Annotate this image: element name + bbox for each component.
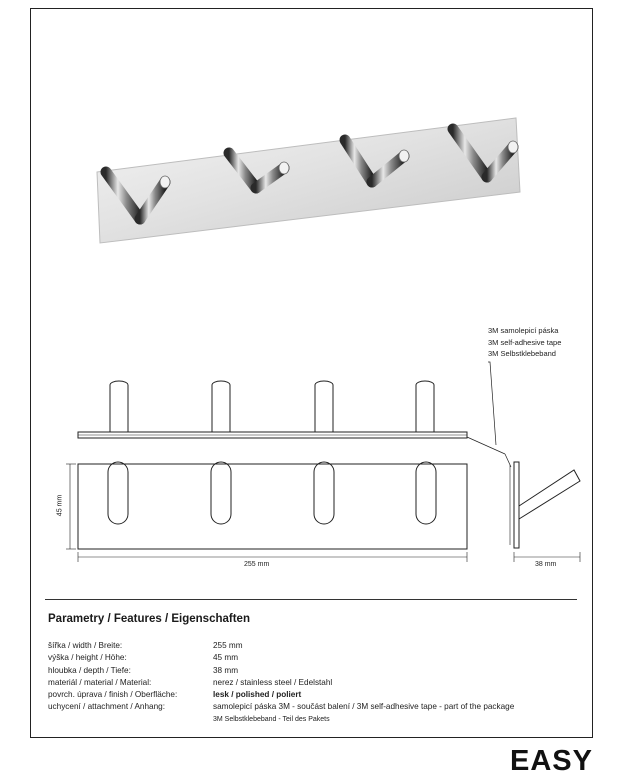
section-divider: [45, 599, 577, 600]
tape-note-en: 3M self-adhesive tape: [488, 337, 562, 347]
spec-row-material: [48, 677, 514, 689]
spec-row-height: [48, 652, 514, 664]
front-view-plate: [78, 464, 467, 549]
spec-row-depth: [48, 665, 514, 677]
spec-value-group: [213, 701, 514, 726]
top-view-peg-3: [315, 381, 333, 432]
features-table: [48, 640, 514, 726]
tape-label-leader: [488, 362, 496, 445]
spec-value-continued: 3M Selbstklebeband - Teil des Pakets: [213, 715, 330, 723]
spec-row-attachment: [48, 701, 514, 726]
spec-value: 255 mm: [213, 641, 243, 650]
tape-note-cs: 3M samolepicí páska: [488, 326, 559, 335]
features-title: Parametry / Features / Eigenschaften: [48, 613, 250, 625]
spec-row-width: [48, 640, 514, 652]
spec-label: materiál / material / Material:: [48, 677, 152, 687]
tape-note-de: 3M Selbstklebeband: [488, 349, 556, 358]
side-view-plate: [514, 462, 519, 548]
spec-value: nerez / stainless steel / Edelstahl: [213, 677, 333, 687]
spec-label: hloubka / depth / Tiefe:: [48, 665, 131, 675]
spec-row-finish: [48, 689, 514, 701]
width-dimension-label: 255 mm: [244, 561, 270, 568]
spec-value: 45 mm: [213, 653, 239, 663]
spec-label: výška / height / Höhe:: [48, 653, 127, 663]
front-view-slot-3: [314, 462, 334, 524]
spec-value: lesk / polished / poliert: [213, 690, 302, 700]
spec-value: samolepicí páska 3M - součást balení / 3M self-adhesive tape - part of the package: [213, 702, 515, 712]
height-dimension-label: 45 mm: [56, 494, 64, 517]
front-view-slot-1: [108, 462, 128, 524]
spec-label: uchycení / attachment / Anhang:: [48, 702, 165, 712]
spec-value: 38 mm: [213, 665, 239, 675]
top-view-peg-4: [416, 381, 434, 432]
depth-dimension-label: 38 mm: [535, 561, 557, 568]
top-view-peg-1: [110, 381, 128, 432]
side-view-hook: [519, 470, 580, 519]
spec-label: šířka / width / Breite:: [48, 641, 123, 650]
spec-label: povrch. úprava / finish / Oberfläche:: [48, 690, 178, 700]
tape-leader-line: [467, 437, 505, 454]
tape-callout: [488, 325, 561, 360]
brand-logo: EASY: [510, 745, 593, 777]
front-view-slot-2: [211, 462, 231, 524]
front-view-slot-4: [416, 462, 436, 524]
top-view-peg-2: [212, 381, 230, 432]
